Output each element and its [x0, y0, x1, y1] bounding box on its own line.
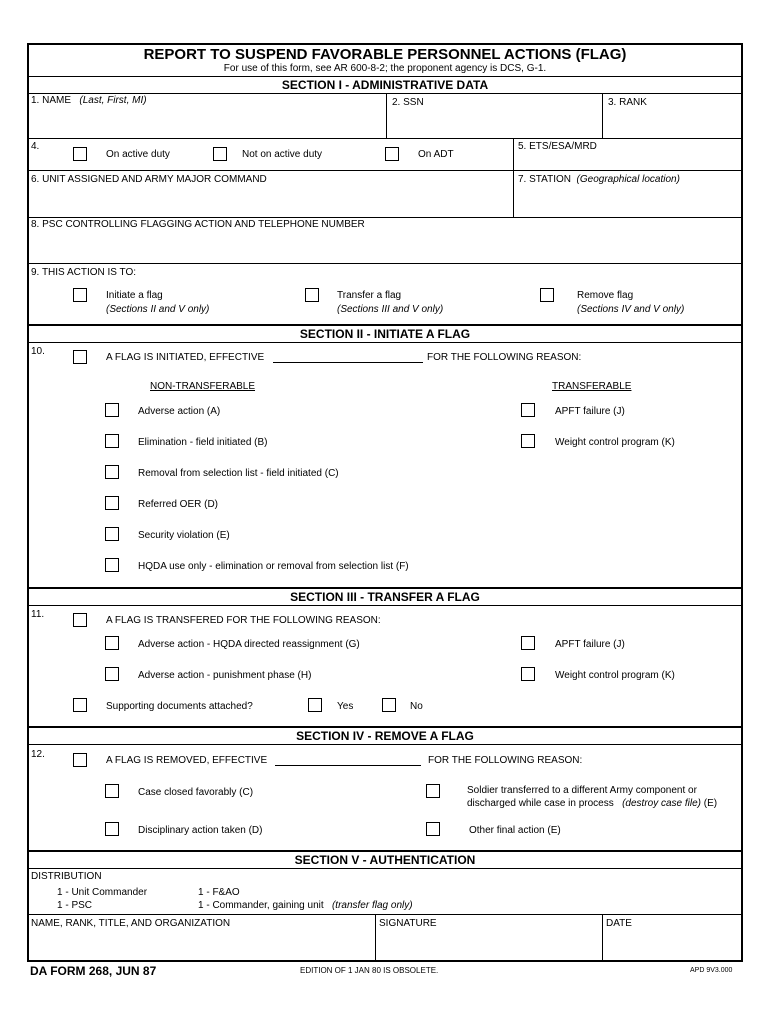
initiate-flag-label: Initiate a flag	[106, 290, 163, 301]
initiated-effective-date-line[interactable]	[273, 362, 423, 363]
reason-h-checkbox[interactable]	[105, 667, 119, 681]
section-2-heading: SECTION II - INITIATE A FLAG	[299, 327, 471, 341]
rank-field[interactable]	[604, 110, 740, 136]
initiate-flag-hint: (Sections II and V only)	[106, 304, 210, 315]
reason-d-checkbox[interactable]	[105, 496, 119, 510]
transfer-reason-j-label: APFT failure (J)	[555, 639, 625, 650]
station-field[interactable]	[515, 188, 740, 216]
transfer-reason-k-label: Weight control program (K)	[555, 670, 675, 681]
name-label: 1. NAME (Last, First, MI)	[31, 95, 147, 106]
transfer-flag-checkbox[interactable]	[305, 288, 319, 302]
reason-e-label: Security violation (E)	[138, 530, 230, 541]
name-rank-title-label: NAME, RANK, TITLE, AND ORGANIZATION	[31, 918, 231, 929]
reason-g-checkbox[interactable]	[105, 636, 119, 650]
reason-g-label: Adverse action - HQDA directed reassignment (G)	[138, 639, 360, 650]
form-title: REPORT TO SUSPEND FAVORABLE PERSONNEL ACTIONS (FLAG)	[143, 46, 627, 63]
transferable-heading: TRANSFERABLE	[552, 381, 632, 392]
reason-k-label: Weight control program (K)	[555, 437, 675, 448]
transfer-flag-item-checkbox[interactable]	[73, 613, 87, 627]
transfer-flag-label: Transfer a flag	[337, 290, 402, 301]
unit-label: 6. UNIT ASSIGNED AND ARMY MAJOR COMMAND	[31, 174, 267, 185]
supporting-docs-yes-checkbox[interactable]	[308, 698, 322, 712]
edition-note: EDITION OF 1 JAN 80 IS OBSOLETE.	[300, 966, 439, 975]
on-active-duty-label: On active duty	[106, 149, 170, 160]
distribution-label: DISTRIBUTION	[31, 871, 102, 882]
initiate-for-reason-label: FOR THE FOLLOWING REASON:	[427, 352, 582, 363]
ssn-label: 2. SSN	[392, 97, 424, 108]
transfer-reason-k-checkbox[interactable]	[521, 667, 535, 681]
signature-field[interactable]	[377, 932, 599, 960]
date-field[interactable]	[604, 932, 740, 960]
unit-field[interactable]	[30, 188, 510, 216]
other-final-checkbox[interactable]	[426, 822, 440, 836]
transfer-flag-hint: (Sections III and V only)	[337, 304, 444, 315]
reason-f-checkbox[interactable]	[105, 558, 119, 572]
reason-c-label: Removal from selection list - field initiated (C)	[138, 468, 339, 479]
dist-fao: 1 - F&AO	[198, 887, 240, 898]
remove-flag-item-checkbox[interactable]	[73, 753, 87, 767]
item-12-label: 12.	[31, 749, 45, 760]
on-adt-label: On ADT	[418, 149, 454, 160]
remove-for-reason-label: FOR THE FOLLOWING REASON:	[428, 755, 583, 766]
form-subtitle: For use of this form, see AR 600-8-2; the proponent agency is DCS, G-1.	[223, 63, 547, 74]
dist-commander-gaining: 1 - Commander, gaining unit (transfer flag only)	[198, 900, 413, 911]
supporting-docs-no-checkbox[interactable]	[382, 698, 396, 712]
dist-psc: 1 - PSC	[57, 900, 93, 911]
soldier-transferred-line1: Soldier transferred to a different Army component or	[467, 785, 697, 796]
item-10-label: 10.	[31, 346, 45, 357]
reason-f-label: HQDA use only - elimination or removal from selection list (F)	[138, 561, 409, 572]
psc-label: 8. PSC CONTROLLING FLAGGING ACTION AND TELEPHONE NUMBER	[31, 219, 365, 230]
name-field[interactable]	[30, 108, 384, 136]
supporting-docs-checkbox[interactable]	[73, 698, 87, 712]
disciplinary-label: Disciplinary action taken (D)	[138, 825, 263, 836]
reason-e-checkbox[interactable]	[105, 527, 119, 541]
not-on-active-duty-label: Not on active duty	[242, 149, 323, 160]
reason-a-label: Adverse action (A)	[138, 406, 221, 417]
ssn-field[interactable]	[388, 110, 600, 136]
remove-flag-label: Remove flag	[577, 290, 634, 301]
case-closed-checkbox[interactable]	[105, 784, 119, 798]
name-rank-title-field[interactable]	[30, 932, 372, 960]
reason-c-checkbox[interactable]	[105, 465, 119, 479]
apd-code: APD 9V3.000	[690, 967, 733, 974]
removed-effective-date-line[interactable]	[275, 765, 421, 766]
item-11-label: 11.	[31, 609, 45, 620]
supporting-docs-label: Supporting documents attached?	[106, 701, 253, 712]
item-4-label: 4.	[31, 141, 40, 152]
reason-h-label: Adverse action - punishment phase (H)	[138, 670, 312, 681]
rank-label: 3. RANK	[608, 97, 647, 108]
reason-d-label: Referred OER (D)	[138, 499, 219, 510]
reason-b-label: Elimination - field initiated (B)	[138, 437, 268, 448]
psc-field[interactable]	[30, 233, 740, 261]
supporting-docs-no-label: No	[410, 701, 423, 712]
station-label: 7. STATION (Geographical location)	[518, 174, 680, 185]
ets-label: 5. ETS/ESA/MRD	[518, 141, 597, 152]
other-final-label: Other final action (E)	[469, 825, 561, 836]
ets-field[interactable]	[515, 154, 740, 168]
removed-effective-label: A FLAG IS REMOVED, EFFECTIVE	[106, 755, 268, 766]
form-id: DA FORM 268, JUN 87	[30, 964, 157, 978]
remove-flag-hint: (Sections IV and V only)	[577, 304, 685, 315]
initiate-flag-item-checkbox[interactable]	[73, 350, 87, 364]
reason-a-checkbox[interactable]	[105, 403, 119, 417]
soldier-transferred-checkbox[interactable]	[426, 784, 440, 798]
reason-j-label: APFT failure (J)	[555, 406, 625, 417]
section-1-heading: SECTION I - ADMINISTRATIVE DATA	[281, 78, 489, 92]
soldier-transferred-line2: discharged while case in process (destroy case file) (E)	[467, 798, 718, 809]
not-on-active-duty-checkbox[interactable]	[213, 147, 227, 161]
remove-flag-checkbox[interactable]	[540, 288, 554, 302]
section-4-heading: SECTION IV - REMOVE A FLAG	[296, 729, 474, 743]
on-active-duty-checkbox[interactable]	[73, 147, 87, 161]
section-3-heading: SECTION III - TRANSFER A FLAG	[290, 590, 480, 604]
reason-k-checkbox[interactable]	[521, 434, 535, 448]
reason-j-checkbox[interactable]	[521, 403, 535, 417]
action-label: 9. THIS ACTION IS TO:	[31, 267, 137, 278]
initiated-effective-label: A FLAG IS INITIATED, EFFECTIVE	[106, 352, 265, 363]
signature-label: SIGNATURE	[379, 918, 437, 929]
nontransferable-heading: NON-TRANSFERABLE	[150, 381, 256, 392]
section-5-heading: SECTION V - AUTHENTICATION	[294, 853, 476, 867]
transfer-reason-j-checkbox[interactable]	[521, 636, 535, 650]
initiate-flag-checkbox[interactable]	[73, 288, 87, 302]
reason-b-checkbox[interactable]	[105, 434, 119, 448]
supporting-docs-yes-label: Yes	[337, 701, 354, 712]
case-closed-label: Case closed favorably (C)	[138, 787, 254, 798]
transfered-label: A FLAG IS TRANSFERED FOR THE FOLLOWING REASON:	[106, 615, 381, 626]
disciplinary-checkbox[interactable]	[105, 822, 119, 836]
date-label: DATE	[606, 918, 632, 929]
on-adt-checkbox[interactable]	[385, 147, 399, 161]
dist-unit-commander: 1 - Unit Commander	[57, 887, 148, 898]
